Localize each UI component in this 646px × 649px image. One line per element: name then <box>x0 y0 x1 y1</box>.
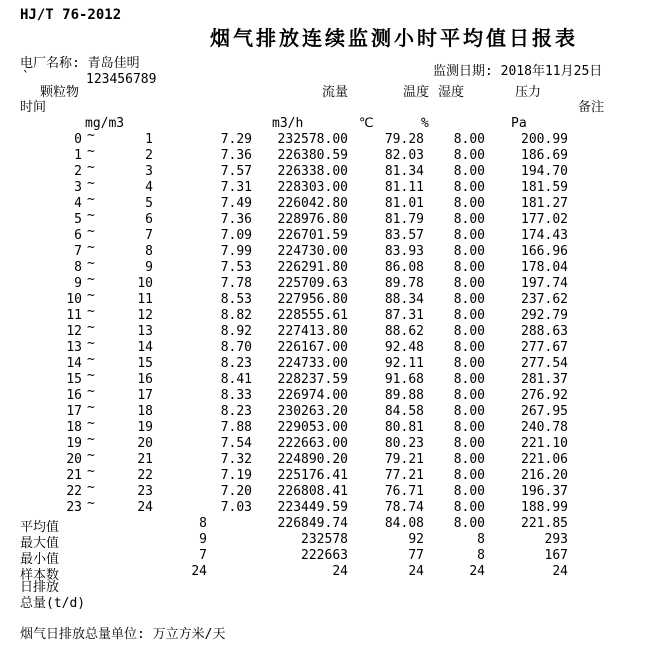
flow-value: 223449.59 <box>277 500 348 515</box>
unit-pressure: Pa <box>511 116 527 131</box>
summary-label: 平均值 <box>20 520 60 535</box>
hour-from: 2 <box>74 164 82 179</box>
plant-code-value: 123456789 <box>86 72 157 87</box>
flow-value: 228555.61 <box>277 308 348 323</box>
temperature-value: 83.57 <box>384 228 424 243</box>
temperature-value: 79.28 <box>384 132 424 147</box>
humidity-value: 8.00 <box>453 324 485 339</box>
humidity-value: 8.00 <box>453 356 485 371</box>
hour-from: 15 <box>66 372 82 387</box>
humidity-value: 8.00 <box>453 468 485 483</box>
hour-from: 6 <box>74 228 82 243</box>
pressure-value: 277.54 <box>521 356 568 371</box>
hourly-rows <box>0 128 646 516</box>
tilde-separator: ~ <box>87 448 95 463</box>
hour-to: 3 <box>145 164 153 179</box>
hour-from: 22 <box>66 484 82 499</box>
flow-value: 228303.00 <box>277 180 348 195</box>
hour-to: 12 <box>137 308 153 323</box>
particulate-value: 7.19 <box>220 468 252 483</box>
temperature-value: 92 <box>408 532 424 547</box>
unit-particulate: mg/m3 <box>85 116 125 131</box>
temperature-value: 84.58 <box>384 404 424 419</box>
hour-from: 5 <box>74 212 82 227</box>
humidity-value: 8.00 <box>453 516 485 531</box>
hour-to: 20 <box>137 436 153 451</box>
particulate-value: 7.99 <box>220 244 252 259</box>
hour-from: 3 <box>74 180 82 195</box>
humidity-value: 8.00 <box>453 308 485 323</box>
tilde-separator: ~ <box>87 208 95 223</box>
footer-note: 烟气日排放总量单位: 万立方米/天 <box>20 627 226 642</box>
flow-value: 227413.80 <box>277 324 348 339</box>
summary-rows <box>0 516 646 583</box>
flow-value: 222663 <box>301 548 348 563</box>
summary-row <box>0 564 646 583</box>
particulate-value: 7.29 <box>220 132 252 147</box>
summary-row <box>0 532 646 551</box>
hour-to: 13 <box>137 324 153 339</box>
flow-value: 224730.00 <box>277 244 348 259</box>
particulate-value: 8.82 <box>220 308 252 323</box>
pressure-value: 194.70 <box>521 164 568 179</box>
daily-emission-label-line1: 日排放 <box>20 580 60 595</box>
pressure-value: 181.27 <box>521 196 568 211</box>
tilde-separator: ~ <box>87 256 95 271</box>
humidity-value: 8.00 <box>453 164 485 179</box>
summary-label: 样本数 <box>20 568 60 583</box>
pressure-value: 240.78 <box>521 420 568 435</box>
pressure-value: 277.67 <box>521 340 568 355</box>
particulate-value: 7.31 <box>220 180 252 195</box>
flow-value: 222663.00 <box>277 436 348 451</box>
summary-label: 最小值 <box>20 552 60 567</box>
temperature-value: 81.01 <box>384 196 424 211</box>
humidity-value: 8.00 <box>453 180 485 195</box>
temperature-value: 76.71 <box>384 484 424 499</box>
column-header-time: 时间 <box>20 100 47 115</box>
column-header-flow: 流量 <box>322 85 349 100</box>
hour-from: 10 <box>66 292 82 307</box>
pressure-value: 292.79 <box>521 308 568 323</box>
pressure-value: 181.59 <box>521 180 568 195</box>
humidity-value: 8.00 <box>453 244 485 259</box>
humidity-value: 8.00 <box>453 148 485 163</box>
temperature-value: 79.21 <box>384 452 424 467</box>
hour-to: 23 <box>137 484 153 499</box>
temperature-value: 84.08 <box>384 516 424 531</box>
unit-flow: m3/h <box>272 116 304 131</box>
particulate-value: 7.57 <box>220 164 252 179</box>
particulate-value: 7.53 <box>220 260 252 275</box>
pressure-value: 174.43 <box>521 228 568 243</box>
tilde-separator: ~ <box>87 384 95 399</box>
humidity-value: 8.00 <box>453 196 485 211</box>
particulate-value: 8 <box>199 516 207 531</box>
tilde-separator: ~ <box>87 160 95 175</box>
particulate-value: 8.92 <box>220 324 252 339</box>
column-header-particulate: 颗粒物 <box>40 85 80 100</box>
column-header-humidity: 湿度 <box>438 85 465 100</box>
temperature-value: 91.68 <box>384 372 424 387</box>
particulate-value: 7.54 <box>220 436 252 451</box>
plant-name-label: 电厂名称: <box>20 56 80 71</box>
temperature-value: 89.88 <box>384 388 424 403</box>
pressure-value: 288.63 <box>521 324 568 339</box>
tilde-separator: ~ <box>87 176 95 191</box>
temperature-value: 87.31 <box>384 308 424 323</box>
hour-from: 7 <box>74 244 82 259</box>
humidity-value: 8.00 <box>453 340 485 355</box>
daily-emission-label-line2: 总量(t/d) <box>20 596 86 611</box>
flow-value: 226974.00 <box>277 388 348 403</box>
particulate-value: 24 <box>191 564 207 579</box>
temperature-value: 86.08 <box>384 260 424 275</box>
tilde-separator: ~ <box>87 144 95 159</box>
humidity-value: 8.00 <box>453 436 485 451</box>
flow-value: 226701.59 <box>277 228 348 243</box>
hour-to: 24 <box>137 500 153 515</box>
hour-to: 14 <box>137 340 153 355</box>
hour-to: 6 <box>145 212 153 227</box>
pressure-value: 166.96 <box>521 244 568 259</box>
flow-value: 228237.59 <box>277 372 348 387</box>
hour-to: 15 <box>137 356 153 371</box>
flow-value: 227956.80 <box>277 292 348 307</box>
humidity-value: 8.00 <box>453 388 485 403</box>
tilde-separator: ~ <box>87 480 95 495</box>
summary-row <box>0 516 646 535</box>
pressure-value: 197.74 <box>521 276 568 291</box>
humidity-value: 8.00 <box>453 372 485 387</box>
flow-value: 225709.63 <box>277 276 348 291</box>
standard-code: HJ/T 76-2012 <box>20 7 122 23</box>
particulate-value: 8.53 <box>220 292 252 307</box>
flow-value: 226338.00 <box>277 164 348 179</box>
particulate-value: 7.36 <box>220 212 252 227</box>
particulate-value: 7.78 <box>220 276 252 291</box>
flow-value: 230263.20 <box>277 404 348 419</box>
particulate-value: 7.32 <box>220 452 252 467</box>
flow-value: 224890.20 <box>277 452 348 467</box>
monitor-date-value: 2018年11月25日 <box>500 64 603 79</box>
hour-from: 4 <box>74 196 82 211</box>
tilde-separator: ~ <box>87 304 95 319</box>
humidity-value: 8.00 <box>453 292 485 307</box>
particulate-value: 7 <box>199 548 207 563</box>
monitor-date-label: 监测日期: <box>433 64 493 79</box>
hour-from: 8 <box>74 260 82 275</box>
particulate-value: 8.70 <box>220 340 252 355</box>
particulate-value: 9 <box>199 532 207 547</box>
plant-code-mark: ` <box>22 70 30 85</box>
summary-row <box>0 548 646 567</box>
temperature-value: 89.78 <box>384 276 424 291</box>
hour-to: 8 <box>145 244 153 259</box>
humidity-value: 8.00 <box>453 212 485 227</box>
pressure-value: 281.37 <box>521 372 568 387</box>
humidity-value: 8 <box>477 532 485 547</box>
pressure-value: 24 <box>552 564 568 579</box>
hour-to: 7 <box>145 228 153 243</box>
particulate-value: 8.23 <box>220 356 252 371</box>
hour-to: 21 <box>137 452 153 467</box>
humidity-value: 8.00 <box>453 484 485 499</box>
humidity-value: 8 <box>477 548 485 563</box>
pressure-value: 221.06 <box>521 452 568 467</box>
hour-from: 19 <box>66 436 82 451</box>
pressure-value: 267.95 <box>521 404 568 419</box>
humidity-value: 8.00 <box>453 260 485 275</box>
tilde-separator: ~ <box>87 288 95 303</box>
hour-to: 2 <box>145 148 153 163</box>
hour-to: 10 <box>137 276 153 291</box>
tilde-separator: ~ <box>87 432 95 447</box>
hour-from: 12 <box>66 324 82 339</box>
hour-from: 21 <box>66 468 82 483</box>
tilde-separator: ~ <box>87 192 95 207</box>
particulate-value: 7.88 <box>220 420 252 435</box>
humidity-value: 8.00 <box>453 276 485 291</box>
humidity-value: 8.00 <box>453 420 485 435</box>
humidity-value: 8.00 <box>453 452 485 467</box>
temperature-value: 88.62 <box>384 324 424 339</box>
hour-from: 11 <box>66 308 82 323</box>
pressure-value: 221.85 <box>521 516 568 531</box>
tilde-separator: ~ <box>87 416 95 431</box>
monitor-date-line <box>433 64 602 79</box>
hour-to: 16 <box>137 372 153 387</box>
flow-value: 226380.59 <box>277 148 348 163</box>
temperature-value: 81.11 <box>384 180 424 195</box>
humidity-value: 8.00 <box>453 132 485 147</box>
hour-from: 0 <box>74 132 82 147</box>
flow-value: 229053.00 <box>277 420 348 435</box>
tilde-separator: ~ <box>87 336 95 351</box>
temperature-value: 81.34 <box>384 164 424 179</box>
tilde-separator: ~ <box>87 400 95 415</box>
flow-value: 232578.00 <box>277 132 348 147</box>
pressure-value: 177.02 <box>521 212 568 227</box>
hour-from: 1 <box>74 148 82 163</box>
hour-from: 18 <box>66 420 82 435</box>
flow-value: 228976.80 <box>277 212 348 227</box>
temperature-value: 77.21 <box>384 468 424 483</box>
pressure-value: 178.04 <box>521 260 568 275</box>
pressure-value: 221.10 <box>521 436 568 451</box>
flow-value: 226291.80 <box>277 260 348 275</box>
tilde-separator: ~ <box>87 320 95 335</box>
flow-value: 225176.41 <box>277 468 348 483</box>
hour-to: 18 <box>137 404 153 419</box>
particulate-value: 7.03 <box>220 500 252 515</box>
particulate-value: 8.33 <box>220 388 252 403</box>
humidity-value: 8.00 <box>453 500 485 515</box>
hour-to: 4 <box>145 180 153 195</box>
pressure-value: 167 <box>544 548 568 563</box>
tilde-separator: ~ <box>87 224 95 239</box>
hour-to: 19 <box>137 420 153 435</box>
particulate-value: 7.20 <box>220 484 252 499</box>
flow-value: 232578 <box>301 532 348 547</box>
hour-to: 22 <box>137 468 153 483</box>
pressure-value: 276.92 <box>521 388 568 403</box>
unit-temperature: ℃ <box>359 116 374 131</box>
flow-value: 226167.00 <box>277 340 348 355</box>
flow-value: 226042.80 <box>277 196 348 211</box>
column-header-remark: 备注 <box>578 100 605 115</box>
hour-to: 11 <box>137 292 153 307</box>
plant-name-value: 青岛佳明 <box>87 56 140 71</box>
table-row <box>0 496 646 516</box>
temperature-value: 78.74 <box>384 500 424 515</box>
hour-from: 16 <box>66 388 82 403</box>
temperature-value: 80.81 <box>384 420 424 435</box>
summary-label: 最大值 <box>20 536 60 551</box>
tilde-separator: ~ <box>87 464 95 479</box>
tilde-separator: ~ <box>87 368 95 383</box>
pressure-value: 216.20 <box>521 468 568 483</box>
temperature-value: 82.03 <box>384 148 424 163</box>
temperature-value: 92.48 <box>384 340 424 355</box>
flow-value: 226849.74 <box>277 516 348 531</box>
particulate-value: 8.41 <box>220 372 252 387</box>
flow-value: 24 <box>332 564 348 579</box>
hour-to: 5 <box>145 196 153 211</box>
hour-to: 9 <box>145 260 153 275</box>
pressure-value: 293 <box>544 532 568 547</box>
pressure-value: 196.37 <box>521 484 568 499</box>
temperature-value: 80.23 <box>384 436 424 451</box>
column-header-temperature: 温度 <box>403 85 430 100</box>
unit-humidity: % <box>421 116 429 131</box>
hour-to: 17 <box>137 388 153 403</box>
hour-from: 14 <box>66 356 82 371</box>
plant-name-line <box>20 56 140 71</box>
particulate-value: 8.23 <box>220 404 252 419</box>
hour-to: 1 <box>145 132 153 147</box>
column-header-pressure: 压力 <box>515 85 542 100</box>
humidity-value: 8.00 <box>453 404 485 419</box>
report-title: 烟气排放连续监测小时平均值日报表 <box>210 26 578 50</box>
hour-from: 20 <box>66 452 82 467</box>
tilde-separator: ~ <box>87 352 95 367</box>
temperature-value: 92.11 <box>384 356 424 371</box>
temperature-value: 77 <box>408 548 424 563</box>
temperature-value: 24 <box>408 564 424 579</box>
particulate-value: 7.36 <box>220 148 252 163</box>
tilde-separator: ~ <box>87 496 95 511</box>
flow-value: 224733.00 <box>277 356 348 371</box>
particulate-value: 7.49 <box>220 196 252 211</box>
tilde-separator: ~ <box>87 240 95 255</box>
hour-from: 17 <box>66 404 82 419</box>
hour-from: 23 <box>66 500 82 515</box>
hour-from: 13 <box>66 340 82 355</box>
pressure-value: 237.62 <box>521 292 568 307</box>
tilde-separator: ~ <box>87 128 95 143</box>
pressure-value: 200.99 <box>521 132 568 147</box>
hour-from: 9 <box>74 276 82 291</box>
humidity-value: 24 <box>469 564 485 579</box>
tilde-separator: ~ <box>87 272 95 287</box>
temperature-value: 88.34 <box>384 292 424 307</box>
flow-value: 226808.41 <box>277 484 348 499</box>
temperature-value: 83.93 <box>384 244 424 259</box>
humidity-value: 8.00 <box>453 228 485 243</box>
particulate-value: 7.09 <box>220 228 252 243</box>
pressure-value: 186.69 <box>521 148 568 163</box>
pressure-value: 188.99 <box>521 500 568 515</box>
temperature-value: 81.79 <box>384 212 424 227</box>
